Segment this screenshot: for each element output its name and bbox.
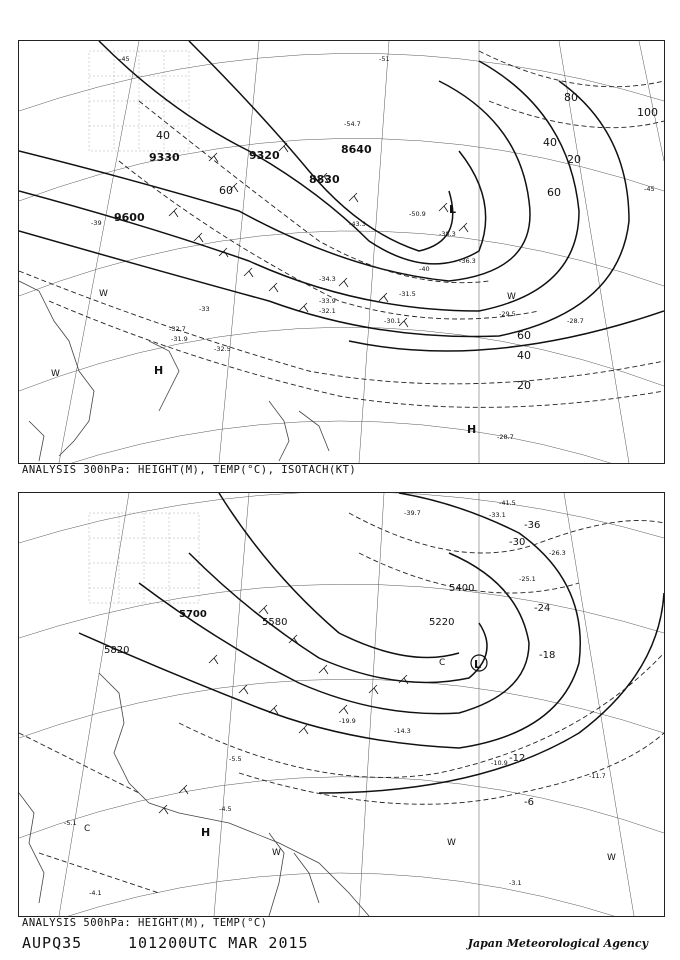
temp-label-group	[91, 55, 655, 441]
temp-label: -4.1	[89, 889, 102, 897]
temp-label: -30	[509, 537, 526, 548]
temp-label: -3.1	[509, 879, 522, 887]
temp-label: -32.1	[319, 307, 336, 315]
cold-marker: C	[439, 658, 446, 668]
temp-label: -29.5	[499, 310, 516, 318]
coastlines	[19, 673, 369, 916]
temp-label: -33.1	[489, 511, 506, 519]
temp-label: -38.3	[439, 230, 456, 238]
temp-label: -11.7	[589, 772, 606, 780]
height-label: 5220	[429, 617, 455, 628]
caption-300hpa: ANALYSIS 300hPa: HEIGHT(M), TEMP(°C), ISOTACH(KT)	[22, 464, 357, 476]
analysis-500hpa-map	[18, 492, 665, 917]
high-center: H	[467, 423, 477, 436]
temp-label: -24	[534, 603, 551, 614]
temp-label: -5.1	[64, 819, 77, 827]
temp-label: -36	[524, 520, 541, 531]
temp-label: -4.5	[219, 805, 232, 813]
warm-marker: W	[447, 838, 456, 848]
isotach-label: 60	[219, 184, 233, 197]
temp-label: -41.5	[499, 499, 516, 507]
temp-label: -50.9	[409, 210, 426, 218]
map-500hpa-svg	[19, 493, 664, 916]
warm-marker: W	[99, 289, 108, 299]
height-label: 9600	[114, 211, 145, 224]
warm-marker: W	[607, 853, 616, 863]
wind-barbs	[159, 605, 408, 814]
temp-label: -51	[379, 55, 390, 63]
isotach-label: 40	[517, 349, 531, 362]
temp-label: -39	[91, 219, 102, 227]
height-label-group	[104, 583, 474, 656]
isotach-label: 20	[517, 379, 531, 392]
height-label: 8640	[341, 143, 372, 156]
temp-label: -34.3	[319, 275, 336, 283]
temp-label: -31.9	[171, 335, 188, 343]
low-center: L	[474, 658, 482, 671]
temp-label: -14.3	[394, 727, 411, 735]
height-label: 5580	[262, 617, 288, 628]
high-center: H	[154, 364, 164, 377]
height-label: 5820	[104, 645, 130, 656]
temp-label: -31.5	[399, 290, 416, 298]
temp-label: -28.7	[497, 433, 514, 441]
height-label: 5700	[179, 609, 207, 620]
graticule	[19, 493, 664, 916]
isotach-label: 60	[517, 329, 531, 342]
temp-label: -28.7	[567, 317, 584, 325]
warm-marker: W	[51, 369, 60, 379]
temp-label: -40	[419, 265, 430, 273]
temp-label: -54.7	[344, 120, 361, 128]
temp-label: -25.1	[519, 575, 536, 583]
caption-500hpa: ANALYSIS 500hPa: HEIGHT(M), TEMP(°C)	[22, 917, 268, 929]
temp-label-group	[64, 499, 606, 897]
low-center: L	[449, 203, 457, 216]
height-label: 9330	[149, 151, 180, 164]
height-contours	[19, 41, 664, 351]
temp-label: -30.1	[384, 317, 401, 325]
valid-time: 101200UTC MAR 2015	[128, 934, 309, 952]
agency-name: Japan Meteorological Agency	[467, 937, 648, 950]
analysis-300hpa-map	[18, 40, 665, 464]
temp-label: -32.5	[214, 345, 231, 353]
cold-marker: C	[84, 824, 91, 834]
temp-label: -33.9	[319, 297, 336, 305]
temp-label: -32.7	[169, 325, 186, 333]
map-300hpa-svg	[19, 41, 664, 463]
pressure-center-group	[84, 658, 616, 863]
height-label: 9320	[249, 149, 280, 162]
isotach-contours	[19, 51, 664, 407]
isotach-label: 60	[547, 186, 561, 199]
land-grid-hatch	[89, 513, 199, 603]
temp-label: -26.3	[549, 549, 566, 557]
temp-label: -33	[199, 305, 210, 313]
isotach-label-group	[156, 91, 658, 392]
height-label: 8830	[309, 173, 340, 186]
temp-label: -39.7	[404, 509, 421, 517]
isotach-label: 40	[543, 136, 557, 149]
isotach-label: 100	[637, 106, 658, 119]
isotach-label: 40	[156, 129, 170, 142]
temp-label: -43.3	[349, 220, 366, 228]
temp-label: -5.5	[229, 755, 242, 763]
isotach-label: 80	[564, 91, 578, 104]
temp-label: -18	[539, 650, 556, 661]
graticule	[19, 41, 664, 463]
high-center: H	[201, 826, 211, 839]
warm-marker: W	[272, 848, 281, 858]
height-label: 5400	[449, 583, 475, 594]
warm-marker: W	[507, 292, 516, 302]
temperature-contours	[19, 513, 664, 893]
temp-label: -45	[644, 185, 655, 193]
temp-label: -12	[509, 753, 526, 764]
isotach-label: 20	[567, 153, 581, 166]
temp-label: -10.9	[491, 759, 508, 767]
temp-label: -6	[524, 797, 534, 808]
temp-label: -36.3	[459, 257, 476, 265]
chart-code: AUPQ35	[22, 934, 83, 952]
temp-label: -19.9	[339, 717, 356, 725]
temp-label: -45	[119, 55, 130, 63]
